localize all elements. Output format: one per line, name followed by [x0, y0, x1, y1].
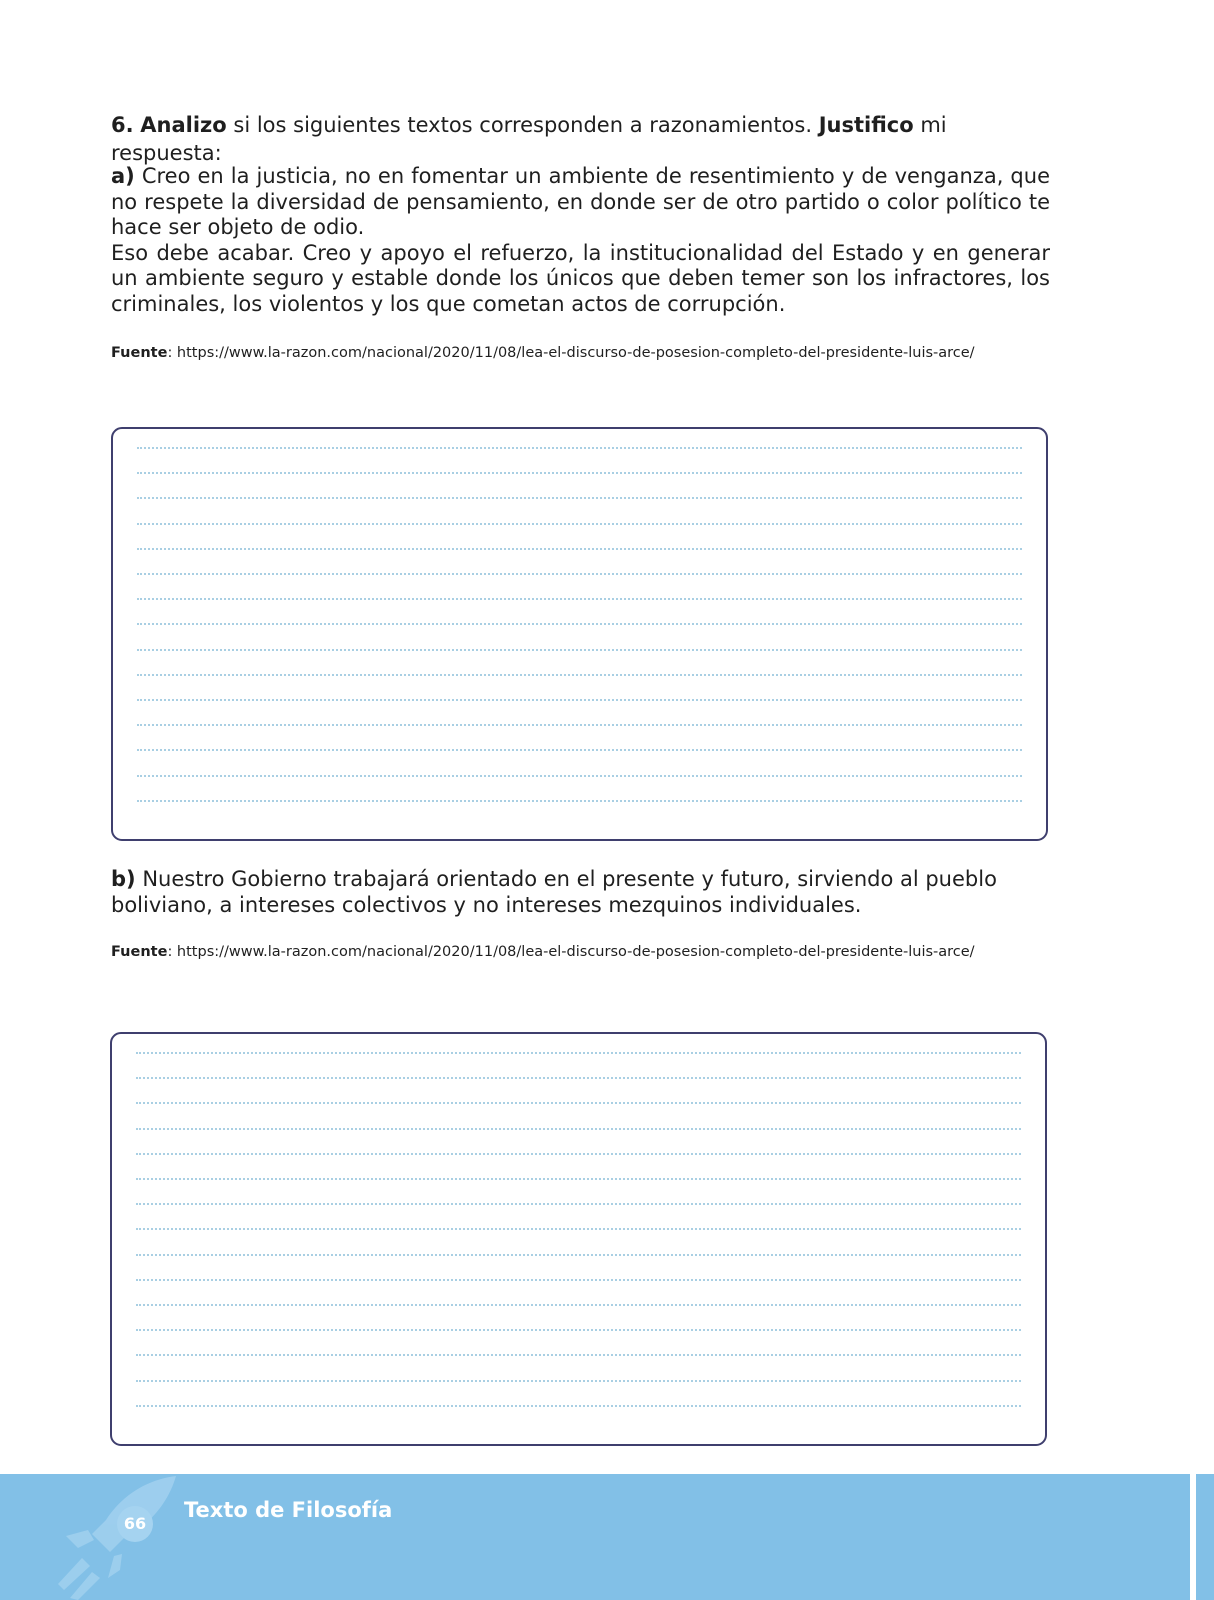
writing-line: [137, 472, 1022, 474]
item-a-paragraph-1: [111, 164, 1050, 241]
writing-line: [136, 1254, 1021, 1256]
writing-line: [136, 1128, 1021, 1130]
writing-line: [137, 548, 1022, 550]
item-a-paragraph-2: Eso debe acabar. Creo y apoyo el refuerzo, la institucionalidad del Estado y en generar un ambiente seguro y estable donde los únicos que deben temer son los infractores, los criminales, los violentos y los que cometan actos de corrupción.: [111, 240, 1050, 316]
item-a-source: [111, 343, 975, 363]
answer-box-a[interactable]: [111, 427, 1048, 841]
question-verb-analizo: Analizo: [140, 113, 227, 137]
item-b-text: [111, 867, 1050, 918]
writing-line: [137, 598, 1022, 600]
item-a-text: [111, 164, 1050, 318]
book-title: Texto de Filosofía: [184, 1498, 393, 1522]
writing-line: [137, 497, 1022, 499]
item-a-label: a): [111, 164, 135, 188]
writing-line: [136, 1178, 1021, 1180]
item-b-label: b): [111, 867, 136, 891]
item-b-source-url: : https://www.la-razon.com/nacional/2020/11/08/lea-el-discurso-de-posesion-completo-del-presidente-luis-arce/: [167, 944, 975, 960]
item-a-source-label: Fuente: [111, 345, 168, 361]
question-text-1: si los siguientes textos corresponden a razonamientos.: [226, 113, 819, 137]
writing-line: [137, 775, 1022, 777]
writing-line: [136, 1304, 1021, 1306]
question-heading: [111, 111, 1051, 167]
writing-line: [136, 1052, 1021, 1054]
footer-edge-strip: [1190, 1474, 1196, 1600]
writing-line: [137, 800, 1022, 802]
answer-box-b[interactable]: [110, 1032, 1047, 1446]
writing-line: [136, 1279, 1021, 1281]
writing-line: [137, 749, 1022, 751]
item-b-body: Nuestro Gobierno trabajará orientado en el presente y futuro, sirviendo al pueblo boliviano, a intereses colectivos y no intereses mezquinos individuales.: [111, 867, 997, 917]
writing-line: [137, 523, 1022, 525]
writing-line: [136, 1329, 1021, 1331]
writing-line: [136, 1102, 1021, 1104]
writing-line: [137, 699, 1022, 701]
question-verb-justifico: Justifico: [818, 113, 914, 137]
item-b-source-label: Fuente: [111, 944, 168, 960]
writing-line: [136, 1405, 1021, 1407]
question-number: 6.: [111, 113, 134, 137]
page-footer: [0, 1474, 1214, 1600]
writing-line: [137, 623, 1022, 625]
item-a-line-1: Creo en la justicia, no en fomentar un ambiente de resentimiento y de venganza, que no respete la diversidad de pensamiento, en donde ser de otro partido o color político te hace ser objeto de odio.: [111, 164, 1050, 240]
writing-line: [136, 1077, 1021, 1079]
item-b-source: [111, 942, 975, 962]
question-text-2: mi respuesta:: [111, 113, 947, 165]
page-number: 66: [117, 1506, 153, 1542]
writing-line: [136, 1203, 1021, 1205]
writing-line: [136, 1380, 1021, 1382]
writing-line: [136, 1153, 1021, 1155]
writing-line: [137, 724, 1022, 726]
writing-line: [137, 573, 1022, 575]
writing-line: [137, 447, 1022, 449]
writing-line: [137, 649, 1022, 651]
writing-line: [137, 674, 1022, 676]
item-a-source-url: : https://www.la-razon.com/nacional/2020/11/08/lea-el-discurso-de-posesion-completo-del-presidente-luis-arce/: [167, 345, 975, 361]
writing-line: [136, 1228, 1021, 1230]
writing-line: [136, 1354, 1021, 1356]
